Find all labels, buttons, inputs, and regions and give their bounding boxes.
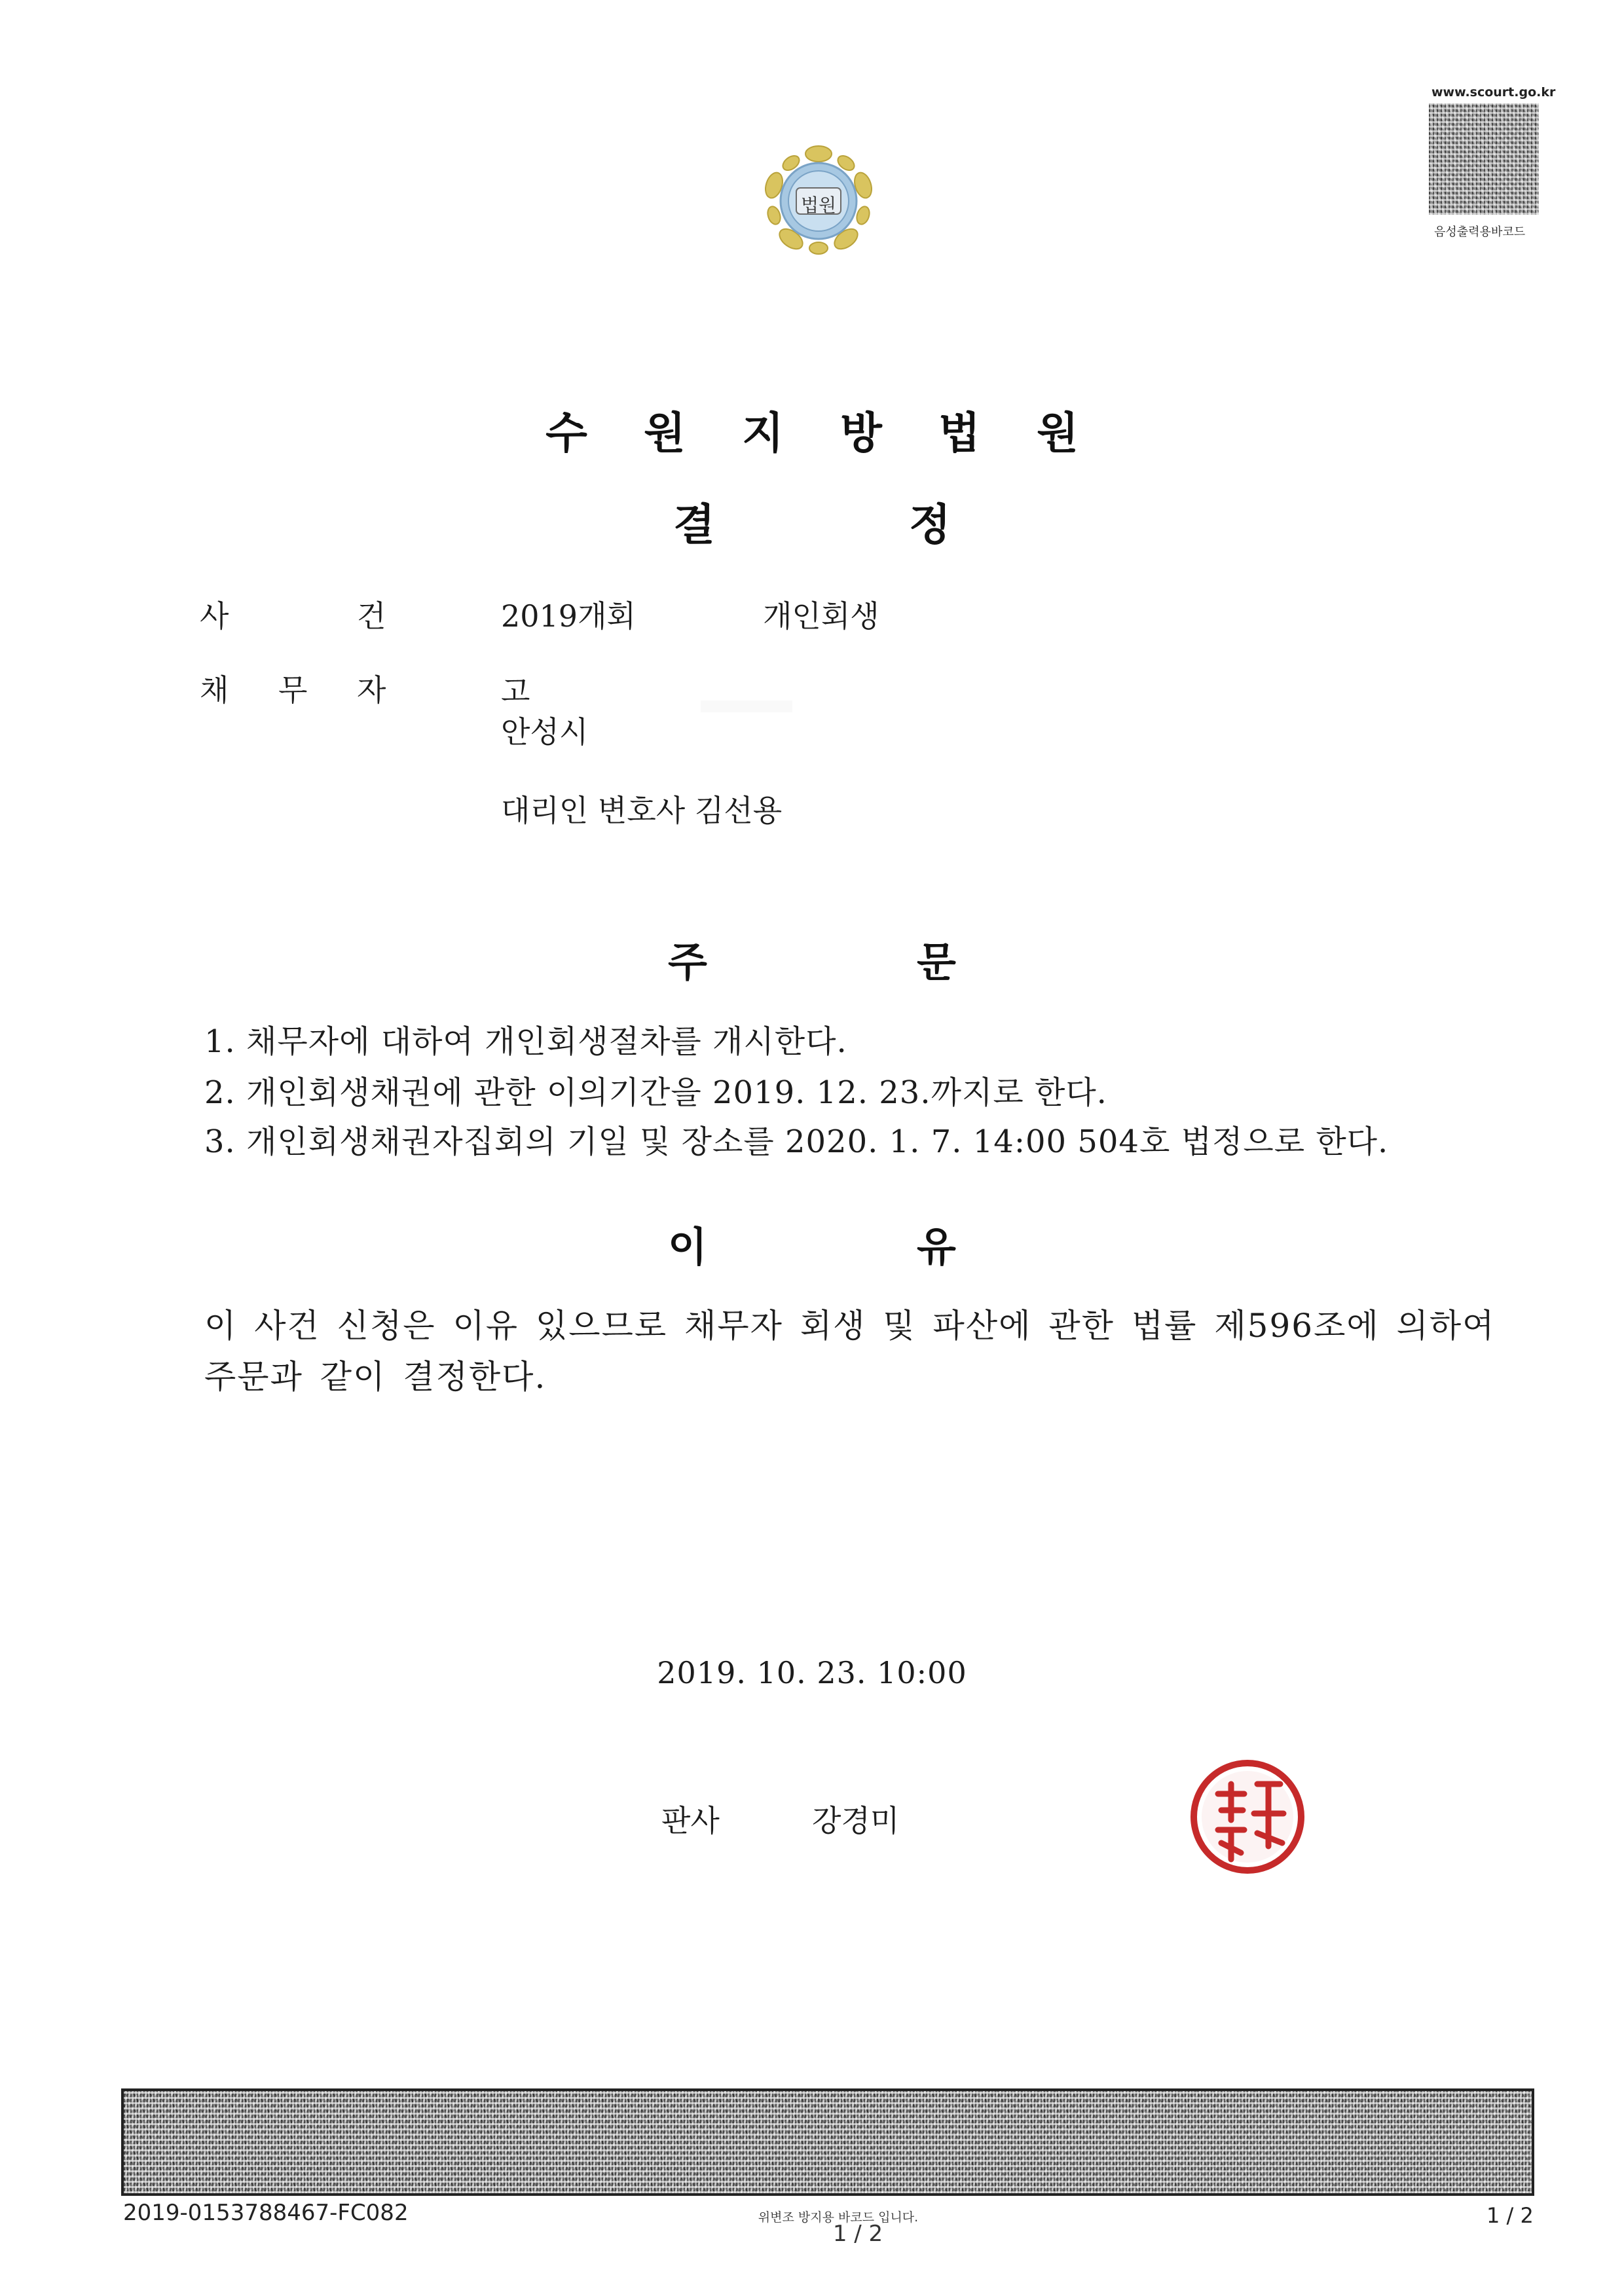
order-heading: 주 문 (668, 938, 956, 986)
debtor-agent: 대리인 변호사 김선용 (501, 793, 783, 828)
barcode-note: 위변조 방지용 바코드 입니다. (758, 2210, 919, 2225)
reason-heading: 이 유 (668, 1223, 956, 1271)
decision-date: 2019. 10. 23. 10:00 (657, 1655, 967, 1690)
qr-code-icon (1429, 103, 1539, 215)
reason-text-line: 이 사건 신청은 이유 있으므로 채무자 회생 및 파산에 관한 법률 제596조에 의하여 (204, 1307, 1496, 1345)
judge-name: 강경미 (812, 1803, 900, 1838)
redacted-area (701, 701, 792, 712)
case-number: 2019개회 (501, 598, 636, 634)
debtor-name: 고 (501, 674, 530, 709)
judge-seal-stamp (1185, 1755, 1310, 1879)
debtor-address: 안성시 (501, 714, 589, 750)
court-name-title: 수 원 지 방 법 원 (545, 408, 1079, 458)
order-item: 1. 채무자에 대하여 개인회생절차를 개시한다. (204, 1023, 847, 1060)
document-id: 2019-0153788467-FC082 (123, 2200, 409, 2226)
document-type-title: 결 정 (673, 500, 951, 550)
order-item: 3. 개인회생채권자집회의 기일 및 장소를 2020. 1. 7. 14:00 504호 법정으로 한다. (204, 1123, 1389, 1160)
anti-forgery-barcode (121, 2088, 1534, 2196)
qr-url: www.scourt.go.kr (1431, 85, 1556, 100)
judge-title: 판사 (661, 1803, 720, 1838)
order-item: 2. 개인회생채권에 관한 이의기간을 2019. 12. 23.까지로 한다. (204, 1074, 1107, 1111)
page-number-right: 1 / 2 (1486, 2203, 1534, 2228)
qr-caption: 음성출력용바코드 (1434, 225, 1526, 239)
reason-text-line: 주문과 같이 결정한다. (204, 1358, 547, 1396)
emblem-text: 법원 (800, 194, 837, 216)
page-number-center: 1 / 2 (832, 2221, 883, 2247)
case-name: 개인회생 (763, 598, 879, 634)
